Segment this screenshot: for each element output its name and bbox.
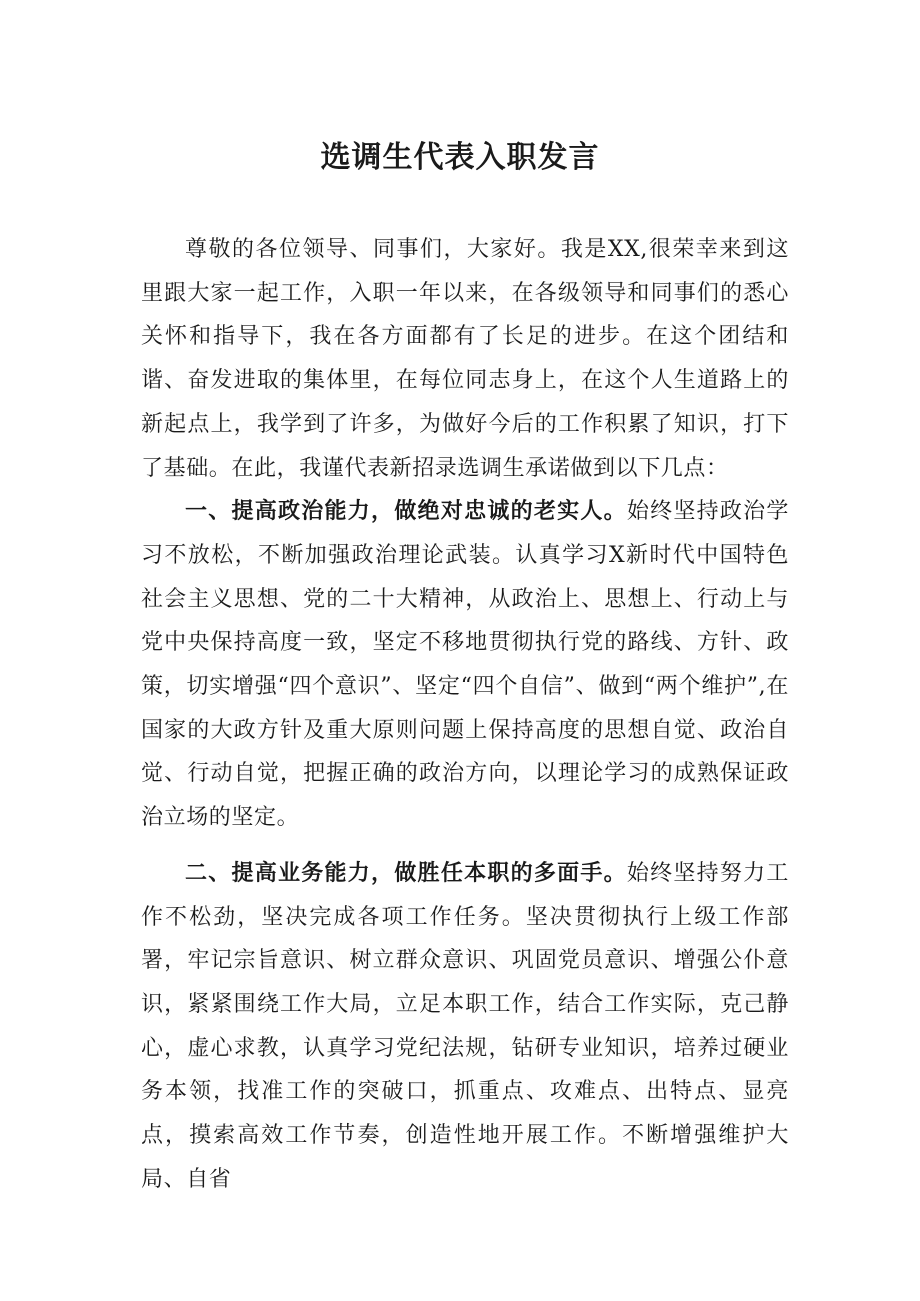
paragraph-heading: 二、提高业务能力，做胜任本职的多面手。 bbox=[185, 860, 627, 886]
paragraph-point-two bbox=[141, 852, 789, 1202]
paragraph-heading: 一、提高政治能力，做绝对忠诚的老实人。 bbox=[185, 499, 627, 525]
document-title: 选调生代表入职发言 bbox=[320, 140, 600, 175]
document-body bbox=[141, 228, 789, 1201]
paragraph-text: 尊敬的各位领导、同事们，大家好。我是XX,很荣幸来到这里跟大家一起工作，入职一年以来，在各级领导和同事们的悉心关怀和指导下，我在各方面都有了长足的进步。在这个团结和谐、奋发进取的集体里，在每位同志身上，在这个人生道路上的新起点上，我学到了许多，为做好今后的工作积累了知识，打下了基础。在此，我谨代表新招录选调生承诺做到以下几点： bbox=[141, 237, 789, 481]
paragraph-text: 始终坚持努力工作不松劲，坚决完成各项工作任务。坚决贯彻执行上级工作部署，牢记宗旨意识、树立群众意识、巩固党员意识、增强公仆意识，紧紧围绕工作大局，立足本职工作，结合工作实际，克己静心，虚心求教，认真学习党纪法规，钻研专业知识，培养过硬业务本领，找准工作的突破口，抓重点、攻难点、出特点、显亮点，摸索高效工作节奏，创造性地开展工作。不断增强维护大局、自省 bbox=[141, 860, 789, 1192]
paragraph-greeting bbox=[141, 228, 789, 490]
paragraph-point-one bbox=[141, 490, 789, 840]
paragraph-text: 始终坚持政治学习不放松，不断加强政治理论武装。认真学习X新时代中国特色社会主义思想、党的二十大精神，从政治上、思想上、行动上与党中央保持高度一致，坚定不移地贯彻执行党的路线、方针、政策，切实增强“四个意识”、坚定“四个自信”、做到“两个维护”,在国家的大政方针及重大原则问题上保持高度的思想自觉、政治自觉、行动自觉，把握正确的政治方向，以理论学习的成熟保证政治立场的坚定。 bbox=[141, 499, 789, 831]
